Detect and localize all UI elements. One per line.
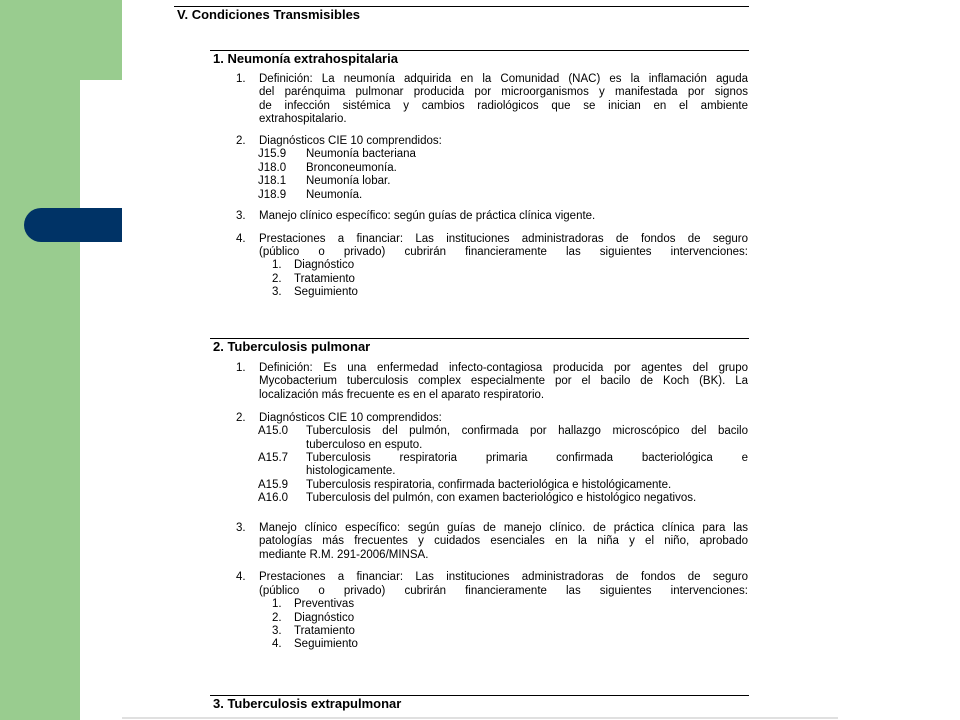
document-page [122, 0, 838, 720]
intervention-item: Diagnóstico [294, 611, 355, 624]
item-number: 1. [236, 73, 246, 85]
intervention-number: 3. [272, 625, 282, 637]
definition-line: Definición: Es una enfermedad infecto-contagiosa producida por agentes del grupo [259, 362, 748, 374]
benefits-line: Prestaciones a financiar: Las instituciones administradoras de fondos de seguro [259, 571, 748, 584]
chapter-title: V. Condiciones Transmisibles [177, 7, 361, 22]
benefits-line: (público o privado) cubrirán financieramente las siguientes intervenciones: [259, 246, 748, 258]
icd-description: histologicamente. [306, 465, 396, 478]
icd-description: Tuberculosis respiratoria, confirmada bacteriológica e histológicamente. [306, 478, 672, 491]
navy-marker [24, 208, 122, 242]
icd-description: tuberculoso en esputo. [306, 438, 423, 451]
intervention-number: 4. [272, 638, 282, 651]
icd-code: J18.1 [258, 175, 287, 188]
definition-line: Definición: La neumonía adquirida en la Comunidad (NAC) es la inflamación aguda [259, 73, 748, 85]
icd-code: J15.9 [258, 148, 287, 161]
page-curve [80, 80, 122, 720]
intervention-item: Seguimiento [294, 638, 358, 651]
item-number: 4. [236, 571, 246, 584]
icd-code: A15.9 [258, 478, 289, 491]
icd-code: A15.7 [258, 452, 289, 464]
item-number: 3. [236, 210, 246, 223]
section-title-2: 2. Tuberculosis pulmonar [213, 339, 371, 354]
definition-line: localización más frecuente es en el aparato respiratorio. [259, 388, 545, 401]
item-number: 4. [236, 232, 246, 245]
section-title-1: 1. Neumonía extrahospitalaria [213, 51, 398, 66]
definition-line: de infección sistémica y cambios radiológicos que se inician en el ambiente [259, 99, 748, 112]
intervention-item: Preventivas [294, 598, 355, 611]
intervention-item: Tratamiento [294, 625, 355, 637]
management-line: Manejo clínico específico: según guías de práctica clínica vigente. [259, 210, 596, 223]
green-side-strip [0, 0, 80, 720]
icd-code: A16.0 [258, 492, 289, 505]
management-line: mediante R.M. 291-2006/MINSA. [259, 548, 429, 561]
icd-description: Bronconeumonía. [306, 161, 397, 174]
definition-line: extrahospitalario. [259, 113, 347, 126]
intervention-number: 2. [272, 611, 282, 624]
intervention-number: 1. [272, 598, 282, 611]
icd-description: Neumonía bacteriana [306, 148, 416, 161]
icd-code: A15.0 [258, 425, 289, 438]
icd-code: J18.0 [258, 161, 287, 174]
icd-description: Tuberculosis del pulmón, con examen bacteriológico e histológico negativos. [306, 492, 697, 505]
item-number: 3. [236, 522, 246, 534]
item-number: 2. [236, 135, 246, 147]
diagnoses-header: Diagnósticos CIE 10 comprendidos: [259, 411, 442, 424]
icd-description: Tuberculosis respiratoria primaria confirmada bacteriológica e [306, 452, 748, 464]
benefits-line: Prestaciones a financiar: Las instituciones administradoras de fondos de seguro [259, 232, 748, 245]
intervention-item: Diagnóstico [294, 259, 355, 272]
management-line: patologías más frecuentes y cuidados esenciales en la niña y el niño, aprobado [259, 535, 748, 548]
icd-description: Tuberculosis del pulmón, confirmada por hallazgo microscópico del bacilo [306, 425, 748, 438]
item-number: 1. [236, 362, 246, 374]
icd-description: Neumonía lobar. [306, 175, 391, 188]
icd-code: J18.9 [258, 188, 287, 201]
item-number: 2. [236, 411, 246, 424]
diagnoses-header: Diagnósticos CIE 10 comprendidos: [259, 135, 442, 147]
benefits-line: (público o privado) cubrirán financieramente las siguientes intervenciones: [259, 584, 748, 597]
definition-line: del parénquima pulmonar producida por microorganismos y manifestada por signos [259, 86, 748, 99]
intervention-item: Tratamiento [294, 272, 355, 285]
intervention-number: 3. [272, 286, 282, 299]
intervention-number: 1. [272, 259, 282, 272]
management-line: Manejo clínico específico: según guías de manejo clínico. de práctica clínica para las [259, 522, 748, 534]
section-title-3: 3. Tuberculosis extrapulmonar [213, 696, 402, 711]
green-top-tab [80, 0, 122, 80]
intervention-number: 2. [272, 272, 282, 285]
icd-description: Neumonía. [306, 188, 363, 201]
intervention-item: Seguimiento [294, 286, 358, 299]
definition-line: Mycobacterium tuberculosis complex especialmente por el bacilo de Koch (BK). La [259, 375, 748, 388]
